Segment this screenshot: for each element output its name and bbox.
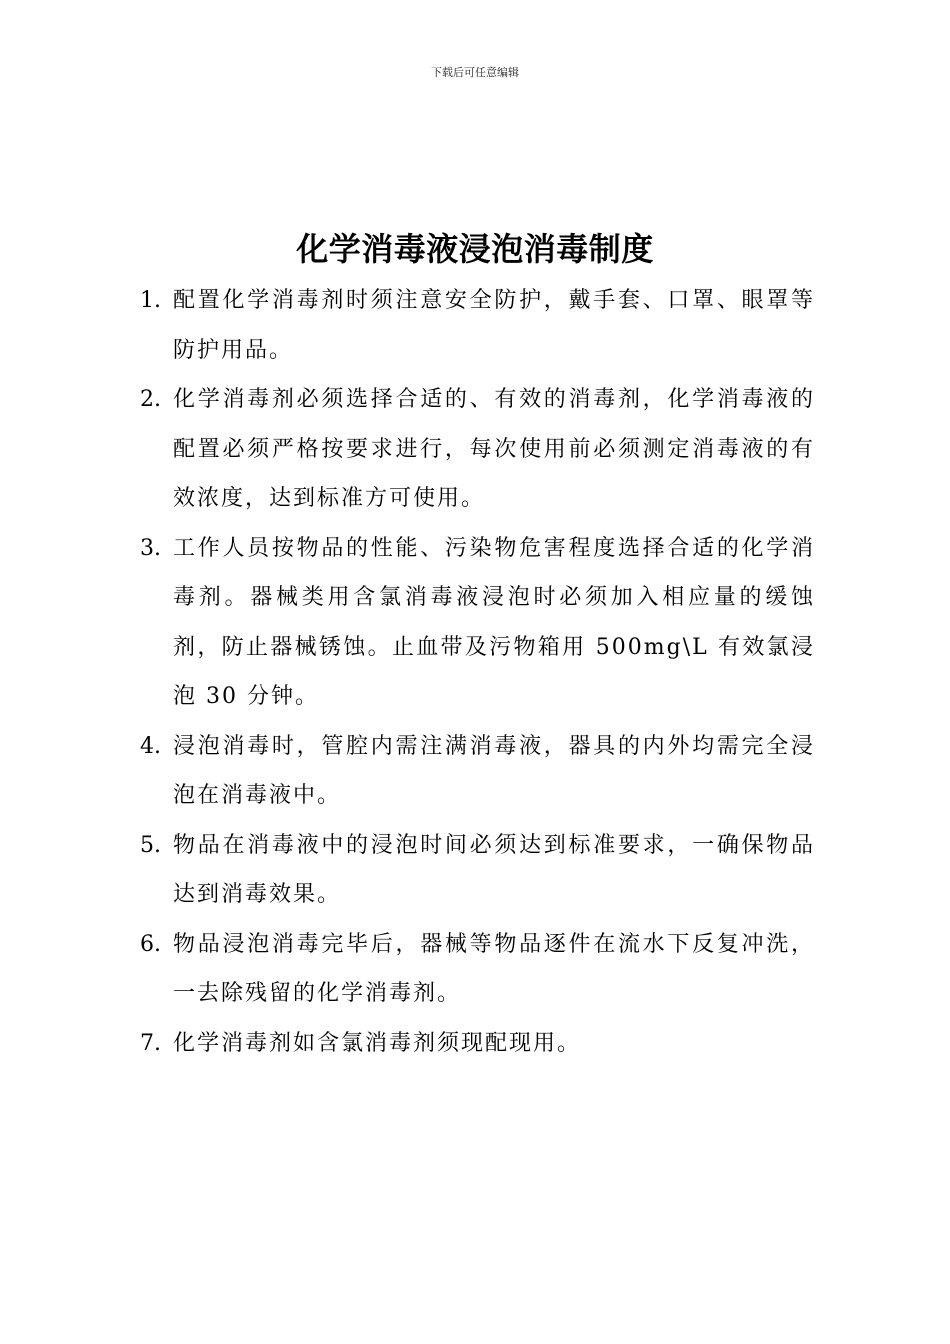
rule-item-7 (140, 1019, 815, 1069)
rule-text: 化学消毒剂必须选择合适的、有效的消毒剂，化学消毒液的配置必须严格按要求进行，每次使用前必须测定消毒液的有效浓度，达到标准方可使用。 (173, 387, 815, 511)
rule-number: 2. (140, 387, 161, 412)
rule-item-4 (140, 722, 815, 821)
rule-item-5 (140, 821, 815, 920)
rule-number: 1. (140, 288, 161, 313)
rule-item-3 (140, 524, 815, 722)
rule-item-6 (140, 920, 815, 1019)
rule-item-2 (140, 375, 815, 524)
rule-text: 工作人员按物品的性能、污染物危害程度选择合适的化学消毒剂。器械类用含氯消毒液浸泡时必须加入相应量的缓蚀剂，防止器械锈蚀。止血带及污物箱用 500mg\L 有效氯浸泡 30 分钟。 (173, 535, 815, 709)
document-title: 化学消毒液浸泡消毒制度 (296, 230, 654, 268)
rule-number: 7. (140, 1030, 161, 1056)
rules-list (140, 276, 815, 1068)
rule-text: 物品在消毒液中的浸泡时间必须达到标准要求，一确保物品达到消毒效果。 (173, 832, 815, 907)
rule-number: 3. (140, 535, 161, 561)
rule-text: 配置化学消毒剂时须注意安全防护，戴手套、口罩、眼罩等防护用品。 (173, 288, 815, 363)
page-header: 下载后可任意编辑 (431, 66, 519, 79)
rule-item-1 (140, 276, 815, 375)
rule-text: 浸泡消毒时，管腔内需注满消毒液，器具的内外均需完全浸泡在消毒液中。 (173, 733, 815, 808)
rule-text: 物品浸泡消毒完毕后，器械等物品逐件在流水下反复冲洗，一去除残留的化学消毒剂。 (173, 931, 815, 1006)
rule-number: 4. (140, 733, 161, 759)
rule-number: 5. (140, 832, 161, 858)
rule-number: 6. (140, 931, 161, 957)
rule-text: 化学消毒剂如含氯消毒剂须现配现用。 (173, 1030, 582, 1056)
